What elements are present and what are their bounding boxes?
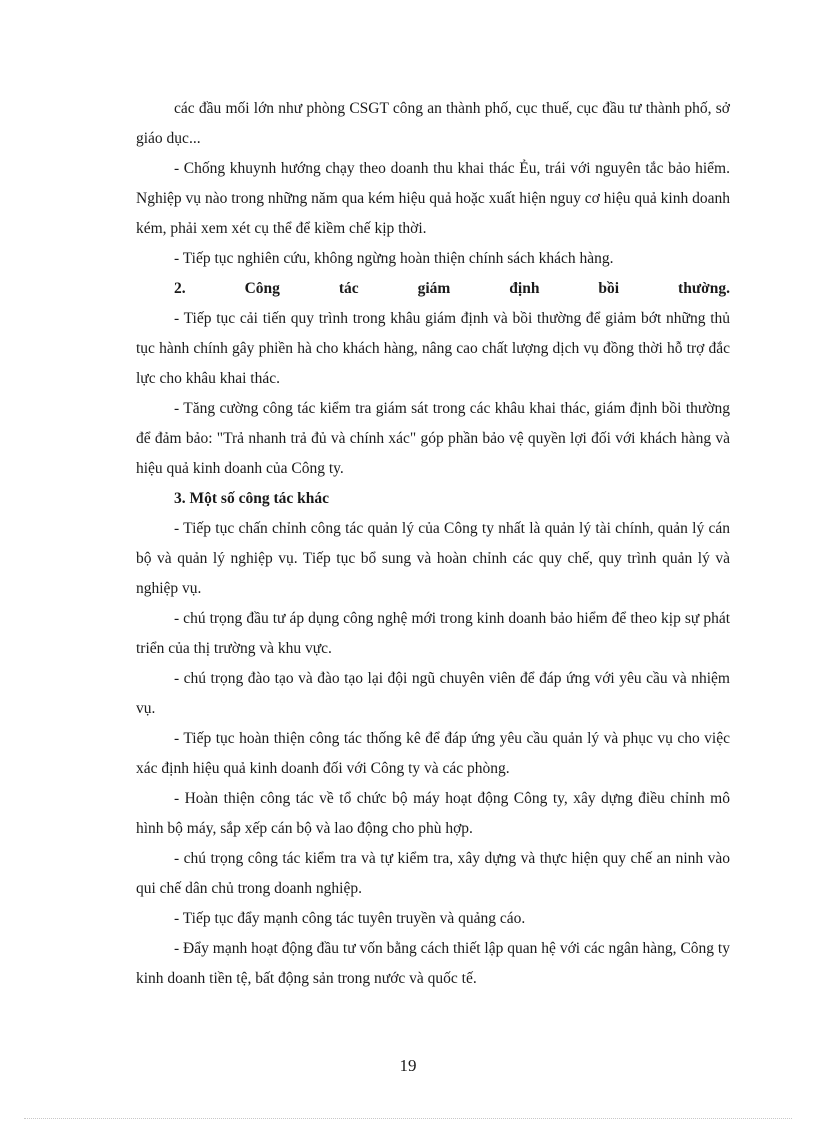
page-number: 19 <box>399 1056 417 1075</box>
heading-word: định <box>509 280 540 297</box>
section-heading-3: 3. Một số công tác khác <box>174 490 329 507</box>
paragraph-item: - Tiếp tục hoàn thiện công tác thống kê để đáp ứng yêu cầu quản lý và phục vụ cho việc xác định hiệu quả kinh doanh đối với Công ty và các phòng. <box>136 730 730 777</box>
paragraph-item: - Tiếp tục nghiên cứu, không ngừng hoàn thiện chính sách khách hàng. <box>174 250 614 267</box>
heading-word: 2. <box>174 280 186 297</box>
paragraph-item: - Hoàn thiện công tác về tổ chức bộ máy hoạt động Công ty, xây dựng điều chỉnh mô hình bộ máy, sắp xếp cán bộ và lao động cho phù hợp. <box>136 790 730 837</box>
paragraph-text: các đầu mối lớn như phòng CSGT công an thành phố, cục thuế, cục đầu tư thành phố, sở giáo dục... <box>136 100 730 147</box>
paragraph-item: - Đẩy mạnh hoạt động đầu tư vốn bằng cách thiết lập quan hệ với các ngân hàng, Công ty kinh doanh tiền tệ, bất động sản trong nước và quốc tế. <box>136 940 730 987</box>
document-page <box>136 94 730 994</box>
paragraph-item: - Chống khuynh hướng chạy theo doanh thu khai thác Ẻu, trái với nguyên tắc bảo hiểm. Nghiệp vụ nào trong những năm qua kém hiệu quả hoặc xuất hiện nguy cơ hiệu quả kinh doanh kém, phải xem xét cụ thể để kiềm chế kịp thời. <box>136 160 730 237</box>
section-heading-2 <box>136 274 730 304</box>
page-bottom-divider <box>24 1118 792 1119</box>
paragraph-item: - chú trọng công tác kiểm tra và tự kiểm tra, xây dựng và thực hiện quy chế an ninh vào qui chế dân chủ trong doanh nghiệp. <box>136 850 730 897</box>
paragraph-item: - chú trọng đầu tư áp dụng công nghệ mới trong kinh doanh bảo hiểm để theo kịp sự phát triển của thị trường và khu vực. <box>136 610 730 657</box>
paragraph-item: - Tăng cường công tác kiểm tra giám sát trong các khâu khai thác, giám định bồi thường để đảm bảo: "Trả nhanh trả đủ và chính xác" góp phần bảo vệ quyền lợi đối với khách hàng và hiệu quả kinh doanh của Công ty. <box>136 400 730 477</box>
heading-word: Công <box>244 280 280 297</box>
paragraph-continued-text <box>136 94 730 154</box>
paragraph-item: - Tiếp tục cải tiến quy trình trong khâu giám định và bồi thường để giảm bớt những thủ tục hành chính gây phiền hà cho khách hàng, nâng cao chất lượng dịch vụ đồng thời hỗ trợ đắc lực cho khâu khai thác. <box>136 310 730 387</box>
paragraph-item: - chú trọng đào tạo và đào tạo lại đội ngũ chuyên viên để đáp ứng với yêu cầu và nhiệm vụ. <box>136 670 730 717</box>
heading-word: thường. <box>678 280 730 297</box>
heading-word: bồi <box>598 280 620 297</box>
paragraph-item: - Tiếp tục đẩy mạnh công tác tuyên truyền và quảng cáo. <box>174 910 526 927</box>
heading-word: tác <box>338 280 359 297</box>
paragraph-item: - Tiếp tục chấn chỉnh công tác quản lý của Công ty nhất là quản lý tài chính, quản lý cán bộ và quản lý nghiệp vụ. Tiếp tục bổ sung và hoàn chỉnh các quy chế, quy trình quản lý và nghiệp vụ. <box>136 520 730 597</box>
heading-word: giám <box>417 280 451 297</box>
